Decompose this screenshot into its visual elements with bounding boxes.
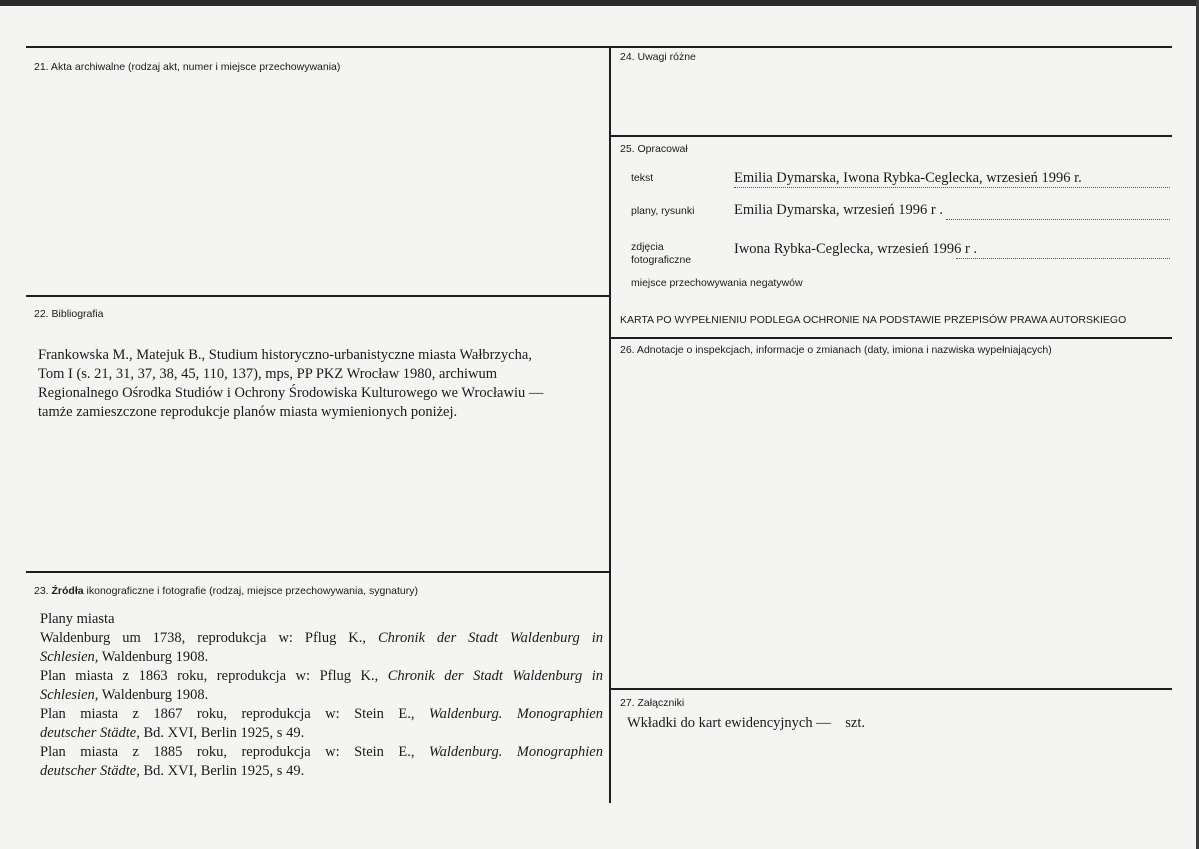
- section-22-label: 22. Bibliografia: [34, 308, 104, 320]
- divider-24-25: [609, 135, 1172, 137]
- source-entry-line: [40, 648, 603, 667]
- top-edge: [0, 0, 1199, 6]
- source-text: Bd. XVI, Berlin 1925, s 49.: [139, 725, 305, 741]
- zdjecia-label: [631, 241, 691, 267]
- bibliography-line: tamże zamieszczone reprodukcje planów miasta wymienionych poniżej.: [38, 404, 458, 420]
- section-23-label-rest: ikonograficzne i fotografie (rodzaj, miejsce przechowywania, sygnatury): [83, 585, 419, 597]
- divider-25-26: [609, 337, 1172, 339]
- source-entry-line: [40, 705, 603, 724]
- attachments-value: Wkładki do kart ewidencyjnych — szt.: [627, 715, 865, 731]
- source-entry-line: [40, 686, 603, 705]
- source-entry-line: [40, 667, 603, 686]
- zdjecia-value: Iwona Rybka-Ceglecka, wrzesień 1996 r .: [734, 241, 978, 257]
- source-text: Waldenburg 1908.: [98, 687, 209, 703]
- section-21-label: 21. Akta archiwalne (rodzaj akt, numer i miejsce przechowywania): [34, 61, 341, 73]
- divider-26-27: [609, 688, 1172, 690]
- tekst-dotted-line: [734, 187, 1170, 188]
- tekst-label: tekst: [631, 172, 654, 184]
- source-text: Plan miasta z 1867 roku, reprodukcja w: Stein E.,: [40, 706, 429, 722]
- source-text: Plan miasta z 1863 roku, reprodukcja w: Pflug K.,: [40, 668, 388, 684]
- sources-text: [40, 610, 603, 781]
- zdjecia-label-line: zdjęcia: [631, 241, 664, 253]
- negatywy-label: miejsce przechowywania negatywów: [631, 277, 803, 289]
- section-23-label-num: 23.: [34, 585, 52, 597]
- plany-dotted-line: [946, 219, 1170, 220]
- source-text: Waldenburg 1908.: [98, 649, 209, 665]
- copyright-notice: KARTA PO WYPEŁNIENIU PODLEGA OCHRONIE NA PODSTAWIE PRZEPISÓW PRAWA AUTORSKIEGO: [620, 314, 1127, 326]
- source-entry-line: [40, 724, 603, 743]
- source-text: Waldenburg um 1738, reprodukcja w: Pflug K.,: [40, 630, 378, 646]
- top-rule: [26, 46, 1172, 48]
- tekst-value: Emilia Dymarska, Iwona Rybka-Ceglecka, wrzesień 1996 r.: [734, 170, 1082, 186]
- bibliography-line: Tom I (s. 21, 31, 37, 38, 45, 110, 137), mps, PP PKZ Wrocław 1980, archiwum: [38, 366, 498, 382]
- source-text: Bd. XVI, Berlin 1925, s 49.: [139, 763, 305, 779]
- source-title: deutscher Städte,: [40, 725, 140, 741]
- section-23-label-bold: Źródła: [51, 585, 84, 597]
- source-entry-line: [40, 629, 603, 648]
- source-title: Chronik der Stadt Waldenburg in: [387, 668, 603, 684]
- bibliography-text: [38, 346, 594, 422]
- section-27-label: 27. Załączniki: [620, 697, 685, 709]
- source-text: Plan miasta z 1885 roku, reprodukcja w: Stein E.,: [40, 744, 429, 760]
- sources-heading: Plany miasta: [40, 611, 115, 627]
- source-title: Waldenburg. Monographien: [428, 706, 603, 722]
- source-title: Waldenburg. Monographien: [428, 744, 603, 760]
- divider-22-23: [26, 571, 609, 573]
- source-entry-line: [40, 743, 603, 762]
- section-26-label: 26. Adnotacje o inspekcjach, informacje o zmianach (daty, imiona i nazwiska wypełniających): [620, 344, 1052, 356]
- source-title: Schlesien,: [40, 649, 99, 665]
- zdjecia-dotted-line: [956, 258, 1170, 259]
- zdjecia-label-line: fotograficzne: [631, 254, 692, 266]
- section-23-label: [34, 585, 418, 597]
- plany-value: Emilia Dymarska, wrzesień 1996 r .: [734, 202, 943, 218]
- divider-21-22: [26, 295, 609, 297]
- plany-label: plany, rysunki: [631, 205, 695, 217]
- bibliography-line: Regionalnego Ośrodka Studiów i Ochrony Środowiska Kulturowego we Wrocławiu —: [38, 385, 544, 401]
- source-title: Schlesien,: [40, 687, 99, 703]
- source-title: Chronik der Stadt Waldenburg in: [377, 630, 603, 646]
- source-entry-line: [40, 762, 603, 781]
- bibliography-line: Frankowska M., Matejuk B., Studium historyczno-urbanistyczne miasta Wałbrzycha,: [38, 347, 532, 363]
- source-title: deutscher Städte,: [40, 763, 140, 779]
- section-24-label: 24. Uwagi różne: [620, 51, 696, 63]
- section-25-label: 25. Opracował: [620, 143, 688, 155]
